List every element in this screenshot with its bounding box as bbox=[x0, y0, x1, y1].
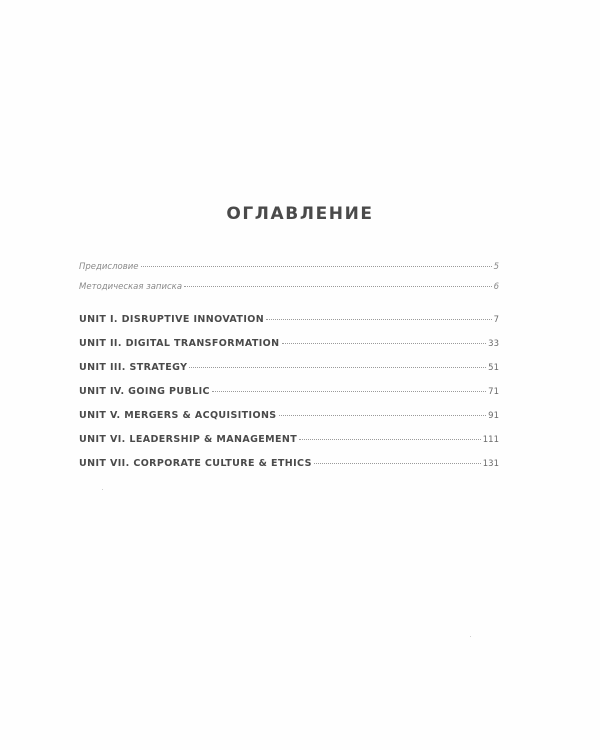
dot-leader bbox=[189, 367, 486, 368]
dot-leader bbox=[314, 463, 481, 464]
dot-leader bbox=[299, 439, 481, 440]
toc-entry-unit-1[interactable] bbox=[79, 314, 499, 325]
toc-entry-unit-2[interactable] bbox=[79, 338, 499, 349]
toc-entry-page: 71 bbox=[488, 387, 499, 397]
dot-leader bbox=[282, 343, 487, 344]
toc-entry-label: UNIT III. STRATEGY bbox=[79, 362, 188, 373]
dot-leader bbox=[141, 266, 492, 267]
toc-entry-label: UNIT VII. CORPORATE CULTURE & ETHICS bbox=[79, 458, 312, 469]
toc-entry-label: UNIT IV. GOING PUBLIC bbox=[79, 386, 210, 397]
toc-entry-page: 33 bbox=[488, 339, 499, 349]
toc-entry-unit-7[interactable] bbox=[79, 458, 499, 469]
paper-speck bbox=[470, 636, 471, 637]
dot-leader bbox=[184, 286, 492, 287]
toc-entry-label: Методическая записка bbox=[79, 282, 183, 292]
toc-entry-page: 5 bbox=[493, 262, 499, 272]
toc-entry-page: 131 bbox=[482, 459, 499, 469]
page-title: ОГЛАВЛЕНИЕ bbox=[226, 204, 374, 224]
toc-entry-page: 51 bbox=[488, 363, 499, 373]
toc-entry-page: 7 bbox=[493, 315, 499, 325]
toc-entry-unit-6[interactable] bbox=[79, 434, 499, 445]
dot-leader bbox=[212, 391, 486, 392]
toc-entry-methodology-note[interactable] bbox=[79, 282, 499, 292]
toc-entry-label: UNIT VI. LEADERSHIP & MANAGEMENT bbox=[79, 434, 298, 445]
toc-entry-label: Предисловие bbox=[79, 262, 139, 272]
toc-entry-label: UNIT I. DISRUPTIVE INNOVATION bbox=[79, 314, 265, 325]
dot-leader bbox=[266, 319, 492, 320]
toc-entry-page: 91 bbox=[488, 411, 499, 421]
toc-entry-unit-3[interactable] bbox=[79, 362, 499, 373]
toc-entry-page: 6 bbox=[493, 282, 499, 292]
dot-leader bbox=[279, 415, 487, 416]
paper-speck bbox=[102, 489, 103, 490]
toc-entry-label: UNIT V. MERGERS & ACQUISITIONS bbox=[79, 410, 277, 421]
toc-entry-unit-5[interactable] bbox=[79, 410, 499, 421]
toc-entry-unit-4[interactable] bbox=[79, 386, 499, 397]
toc-entry-page: 111 bbox=[482, 435, 499, 445]
toc-entry-preface[interactable] bbox=[79, 262, 499, 272]
toc-entry-label: UNIT II. DIGITAL TRANSFORMATION bbox=[79, 338, 280, 349]
